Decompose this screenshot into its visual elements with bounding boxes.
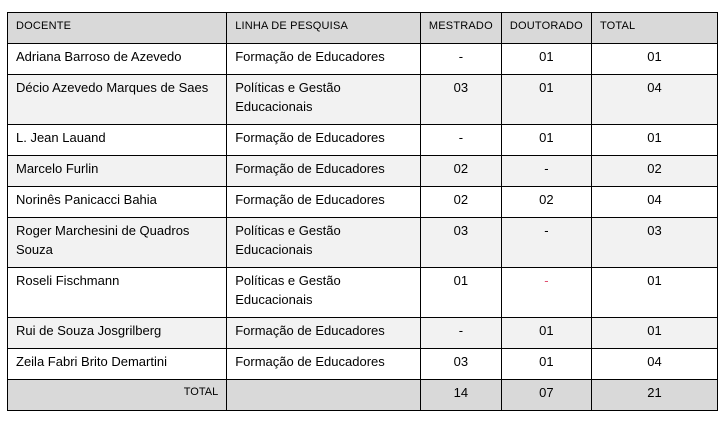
total-label: TOTAL bbox=[8, 380, 227, 411]
cell-linha: Políticas e Gestão Educacionais bbox=[227, 268, 421, 318]
cell-docente: Zeila Fabri Brito Demartini bbox=[8, 349, 227, 380]
table-row bbox=[8, 268, 718, 318]
cell-mestrado: - bbox=[420, 318, 501, 349]
cell-linha: Políticas e Gestão Educacionais bbox=[227, 75, 421, 125]
cell-linha: Formação de Educadores bbox=[227, 44, 421, 75]
table-row bbox=[8, 75, 718, 125]
cell-doutorado: 01 bbox=[501, 349, 591, 380]
header-linha-pesquisa: LINHA DE PESQUISA bbox=[227, 13, 421, 44]
cell-linha: Formação de Educadores bbox=[227, 156, 421, 187]
table-row bbox=[8, 187, 718, 218]
cell-linha: Formação de Educadores bbox=[227, 187, 421, 218]
cell-doutorado: 01 bbox=[501, 75, 591, 125]
cell-docente: Marcelo Furlin bbox=[8, 156, 227, 187]
header-total: TOTAL bbox=[591, 13, 717, 44]
header-docente: DOCENTE bbox=[8, 13, 227, 44]
cell-linha: Formação de Educadores bbox=[227, 318, 421, 349]
cell-doutorado: 01 bbox=[501, 125, 591, 156]
cell-doutorado: 02 bbox=[501, 187, 591, 218]
cell-total: 04 bbox=[591, 187, 717, 218]
table-row bbox=[8, 44, 718, 75]
cell-total: 02 bbox=[591, 156, 717, 187]
table-row bbox=[8, 125, 718, 156]
cell-docente: Roger Marchesini de Quadros Souza bbox=[8, 218, 227, 268]
table-row bbox=[8, 156, 718, 187]
total-empty-cell bbox=[227, 380, 421, 411]
cell-total: 01 bbox=[591, 268, 717, 318]
table-row bbox=[8, 218, 718, 268]
table-row bbox=[8, 318, 718, 349]
header-doutorado: DOUTORADO bbox=[501, 13, 591, 44]
docentes-table bbox=[7, 12, 718, 411]
cell-total: 01 bbox=[591, 125, 717, 156]
cell-mestrado: 03 bbox=[420, 218, 501, 268]
cell-docente: Roseli Fischmann bbox=[8, 268, 227, 318]
cell-docente: Décio Azevedo Marques de Saes bbox=[8, 75, 227, 125]
cell-docente: Norinês Panicacci Bahia bbox=[8, 187, 227, 218]
table-row bbox=[8, 349, 718, 380]
cell-doutorado: - bbox=[501, 156, 591, 187]
cell-doutorado: - bbox=[501, 268, 591, 318]
total-doutorado: 07 bbox=[501, 380, 591, 411]
cell-total: 01 bbox=[591, 44, 717, 75]
cell-doutorado: 01 bbox=[501, 44, 591, 75]
cell-docente: Adriana Barroso de Azevedo bbox=[8, 44, 227, 75]
cell-mestrado: 02 bbox=[420, 156, 501, 187]
cell-total: 03 bbox=[591, 218, 717, 268]
cell-mestrado: 03 bbox=[420, 75, 501, 125]
cell-mestrado: 03 bbox=[420, 349, 501, 380]
cell-linha: Políticas e Gestão Educacionais bbox=[227, 218, 421, 268]
cell-doutorado: 01 bbox=[501, 318, 591, 349]
cell-total: 04 bbox=[591, 75, 717, 125]
cell-total: 01 bbox=[591, 318, 717, 349]
table-total-row bbox=[8, 380, 718, 411]
cell-mestrado: 02 bbox=[420, 187, 501, 218]
table-header-row bbox=[8, 13, 718, 44]
cell-mestrado: - bbox=[420, 44, 501, 75]
cell-mestrado: 01 bbox=[420, 268, 501, 318]
cell-linha: Formação de Educadores bbox=[227, 125, 421, 156]
cell-linha: Formação de Educadores bbox=[227, 349, 421, 380]
cell-doutorado: - bbox=[501, 218, 591, 268]
cell-mestrado: - bbox=[420, 125, 501, 156]
cell-docente: L. Jean Lauand bbox=[8, 125, 227, 156]
header-mestrado: MESTRADO bbox=[420, 13, 501, 44]
cell-total: 04 bbox=[591, 349, 717, 380]
cell-docente: Rui de Souza Josgrilberg bbox=[8, 318, 227, 349]
total-mestrado: 14 bbox=[420, 380, 501, 411]
total-total: 21 bbox=[591, 380, 717, 411]
